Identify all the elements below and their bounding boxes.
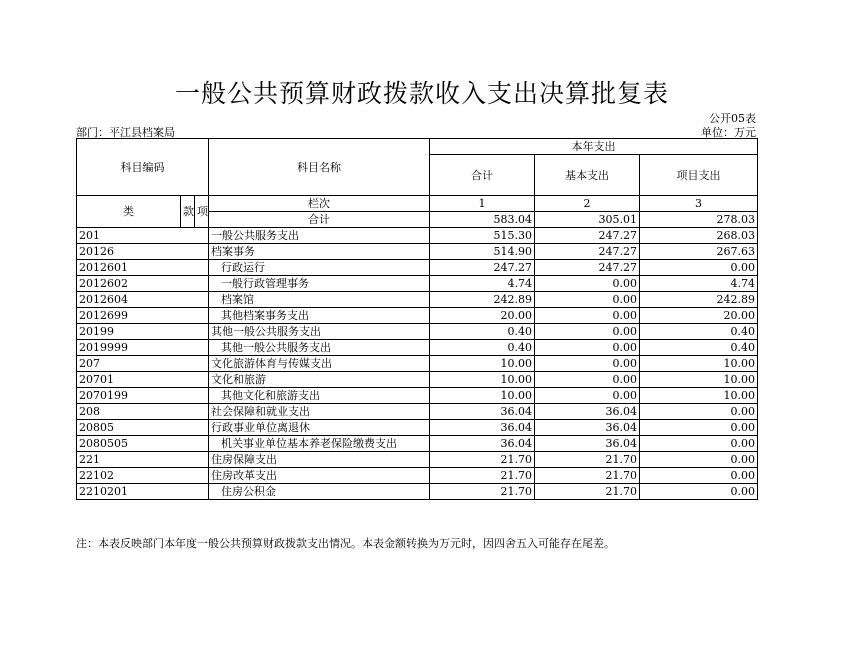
table-row	[77, 308, 758, 324]
page-title: 一般公共预算财政拨款收入支出决算批复表	[174, 79, 669, 108]
row-project: 0.40	[640, 324, 758, 340]
row-name: 住房保障支出	[209, 452, 430, 468]
table-row	[77, 436, 758, 452]
row-total: 10.00	[430, 388, 535, 404]
row-project: 4.74	[640, 276, 758, 292]
row-project: 242.89	[640, 292, 758, 308]
row-code: 2012602	[77, 276, 209, 292]
table-row	[77, 420, 758, 436]
row-project: 10.00	[640, 372, 758, 388]
row-project: 0.00	[640, 468, 758, 484]
row-project: 20.00	[640, 308, 758, 324]
row-project: 267.63	[640, 244, 758, 260]
row-code: 2210201	[77, 484, 209, 500]
row-basic: 21.70	[535, 452, 640, 468]
total-basic: 305.01	[535, 212, 640, 228]
row-total: 242.89	[430, 292, 535, 308]
row-total: 21.70	[430, 468, 535, 484]
row-total: 21.70	[430, 484, 535, 500]
row-basic: 0.00	[535, 292, 640, 308]
row-name: 机关事业单位基本养老保险缴费支出	[209, 436, 430, 452]
row-total: 21.70	[430, 452, 535, 468]
table-row	[77, 372, 758, 388]
row-name: 一般行政管理事务	[209, 276, 430, 292]
row-project: 0.00	[640, 452, 758, 468]
row-basic: 0.00	[535, 276, 640, 292]
row-code: 22102	[77, 468, 209, 484]
row-basic: 21.70	[535, 468, 640, 484]
row-code: 208	[77, 404, 209, 420]
row-basic: 0.00	[535, 340, 640, 356]
row-basic: 0.00	[535, 356, 640, 372]
row-total: 514.90	[430, 244, 535, 260]
row-name: 行政事业单位离退休	[209, 420, 430, 436]
table-row	[77, 452, 758, 468]
row-basic: 247.27	[535, 260, 640, 276]
table-row	[77, 276, 758, 292]
row-name: 住房改革支出	[209, 468, 430, 484]
row-total: 36.04	[430, 436, 535, 452]
row-basic: 247.27	[535, 228, 640, 244]
row-code: 221	[77, 452, 209, 468]
row-name: 其他档案事务支出	[209, 308, 430, 324]
row-total: 247.27	[430, 260, 535, 276]
row-project: 0.00	[640, 404, 758, 420]
row-code: 2080505	[77, 436, 209, 452]
row-basic: 21.70	[535, 484, 640, 500]
row-project: 268.03	[640, 228, 758, 244]
row-name: 行政运行	[209, 260, 430, 276]
row-total: 515.30	[430, 228, 535, 244]
row-name: 档案事务	[209, 244, 430, 260]
total-project: 278.03	[640, 212, 758, 228]
header-col3: 3	[640, 196, 758, 212]
row-project: 10.00	[640, 356, 758, 372]
department-label: 部门：平江县档案局	[76, 126, 175, 139]
header-year-expense: 本年支出	[430, 139, 758, 155]
table-row	[77, 468, 758, 484]
row-code: 20126	[77, 244, 209, 260]
footnote: 注：本表反映部门本年度一般公共预算财政拨款支出情况。本表金额转换为万元时，因四舍五入可能存在尾差。	[76, 537, 615, 550]
row-name: 文化和旅游	[209, 372, 430, 388]
row-basic: 247.27	[535, 244, 640, 260]
header-total: 合计	[430, 155, 535, 196]
budget-table	[76, 138, 758, 500]
row-code: 2012699	[77, 308, 209, 324]
header-basic: 基本支出	[535, 155, 640, 196]
row-total: 4.74	[430, 276, 535, 292]
header-col2: 2	[535, 196, 640, 212]
row-basic: 36.04	[535, 420, 640, 436]
row-project: 0.00	[640, 260, 758, 276]
row-basic: 0.00	[535, 372, 640, 388]
row-total: 36.04	[430, 420, 535, 436]
unit-label: 单位：万元	[701, 126, 756, 139]
row-name: 档案馆	[209, 292, 430, 308]
row-name: 住房公积金	[209, 484, 430, 500]
header-code: 科目编码	[77, 139, 209, 196]
header-name: 科目名称	[209, 139, 430, 196]
header-lanci: 栏次	[209, 196, 430, 212]
row-code: 2070199	[77, 388, 209, 404]
row-project: 0.00	[640, 484, 758, 500]
total-label: 合计	[209, 212, 430, 228]
row-project: 0.00	[640, 420, 758, 436]
row-total: 10.00	[430, 372, 535, 388]
row-basic: 0.00	[535, 308, 640, 324]
row-total: 0.40	[430, 340, 535, 356]
row-name: 其他文化和旅游支出	[209, 388, 430, 404]
header-kuan: 款	[181, 196, 195, 228]
row-code: 20805	[77, 420, 209, 436]
row-total: 0.40	[430, 324, 535, 340]
table-row	[77, 388, 758, 404]
table-row	[77, 228, 758, 244]
table-row	[77, 324, 758, 340]
row-basic: 0.00	[535, 324, 640, 340]
row-name: 社会保障和就业支出	[209, 404, 430, 420]
header-project: 项目支出	[640, 155, 758, 196]
table-row	[77, 340, 758, 356]
row-project: 10.00	[640, 388, 758, 404]
table-row	[77, 260, 758, 276]
row-code: 207	[77, 356, 209, 372]
header-col1: 1	[430, 196, 535, 212]
row-total: 20.00	[430, 308, 535, 324]
row-name: 文化旅游体育与传媒支出	[209, 356, 430, 372]
row-code: 2019999	[77, 340, 209, 356]
table-row	[77, 484, 758, 500]
row-name: 其他一般公共服务支出	[209, 340, 430, 356]
row-code: 2012604	[77, 292, 209, 308]
header-lei: 类	[77, 196, 181, 228]
row-basic: 0.00	[535, 388, 640, 404]
row-code: 20701	[77, 372, 209, 388]
row-total: 36.04	[430, 404, 535, 420]
row-code: 2012601	[77, 260, 209, 276]
row-total: 10.00	[430, 356, 535, 372]
row-code: 201	[77, 228, 209, 244]
row-code: 20199	[77, 324, 209, 340]
table-row	[77, 356, 758, 372]
row-basic: 36.04	[535, 404, 640, 420]
header-xiang: 项	[195, 196, 209, 228]
table-row	[77, 292, 758, 308]
row-name: 一般公共服务支出	[209, 228, 430, 244]
form-number: 公开05表	[709, 112, 756, 125]
row-name: 其他一般公共服务支出	[209, 324, 430, 340]
row-project: 0.00	[640, 436, 758, 452]
total-sum: 583.04	[430, 212, 535, 228]
table-row	[77, 404, 758, 420]
table-row	[77, 244, 758, 260]
row-basic: 36.04	[535, 436, 640, 452]
row-project: 0.40	[640, 340, 758, 356]
